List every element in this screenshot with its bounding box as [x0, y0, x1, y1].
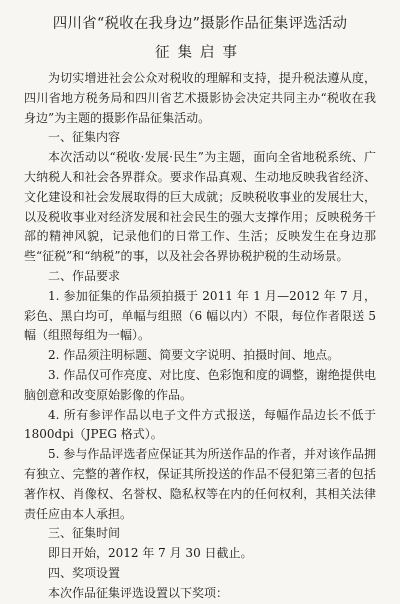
section-heading-period: 三、征集时间 [48, 526, 121, 541]
requirement-item-5: 5. 参与作品评选者应保证其为所送作品的作者，并对该作品拥有独立、完整的著作权，保证其所投送的作品不侵犯第三者的包括著作权、肖像权、名誉权、隐私权等在内的任何权利，其相关法律责任应由本人承担。 [24, 447, 376, 521]
document-subtitle: 征集启事 [155, 45, 245, 61]
requirement-item-4: 4. 所有参评作品以电子文件方式报送，每幅作品边长不低于 1800dpi（JPEG 格式）。 [24, 407, 376, 442]
section-heading-content: 一、征集内容 [48, 130, 121, 145]
requirement-item-3: 3. 作品仅可作亮度、对比度、色彩饱和度的调整，谢绝提供电脑创意和改变原始影像的作品。 [24, 367, 376, 402]
section-heading-awards: 四、奖项设置 [48, 565, 121, 580]
section-body-awards: 本次作品征集评选设置以下奖项： [48, 585, 229, 600]
requirement-item-2: 2. 作品须注明标题、简要文字说明、拍摄时间、地点。 [48, 348, 340, 363]
section-body-content: 本次活动以“税收·发展·民生”为主题，面向全省地税系统、广大纳税人和社会各界群众。要求作品真观、生动地反映我省经济、文化建设和社会发展取得的巨大成就；反映税收事业的发展壮大，以及税收事业对经济发展和社会民生的强大支撑作用；反映税务干部的精神风貌，记录他们的日常工作、生活；反映发生在身边那些“征税”和“纳税”的事，以及社会各界协税护税的生动场景。 [24, 150, 376, 264]
section-heading-requirements: 二、作品要求 [48, 268, 121, 283]
document-title: 四川省“税收在我身边”摄影作品征集评选活动 [52, 16, 348, 32]
requirement-item-1: 1. 参加征集的作品须拍摄于 2011 年 1 月—2012 年 7 月，彩色、黑白均可，单幅与组照（6 幅以内）不限，每位作者限送 5 幅（组照每组为一幅）。 [24, 288, 376, 343]
section-body-period: 即日开始，2012 年 7 月 30 日截止。 [48, 546, 253, 561]
intro-paragraph: 为切实增进社会公众对税收的理解和支持，提升税法遵从度，四川省地方税务局和四川省艺术摄影协会决定共同主办“税收在我身边”为主题的摄影作品征集活动。 [24, 71, 376, 125]
